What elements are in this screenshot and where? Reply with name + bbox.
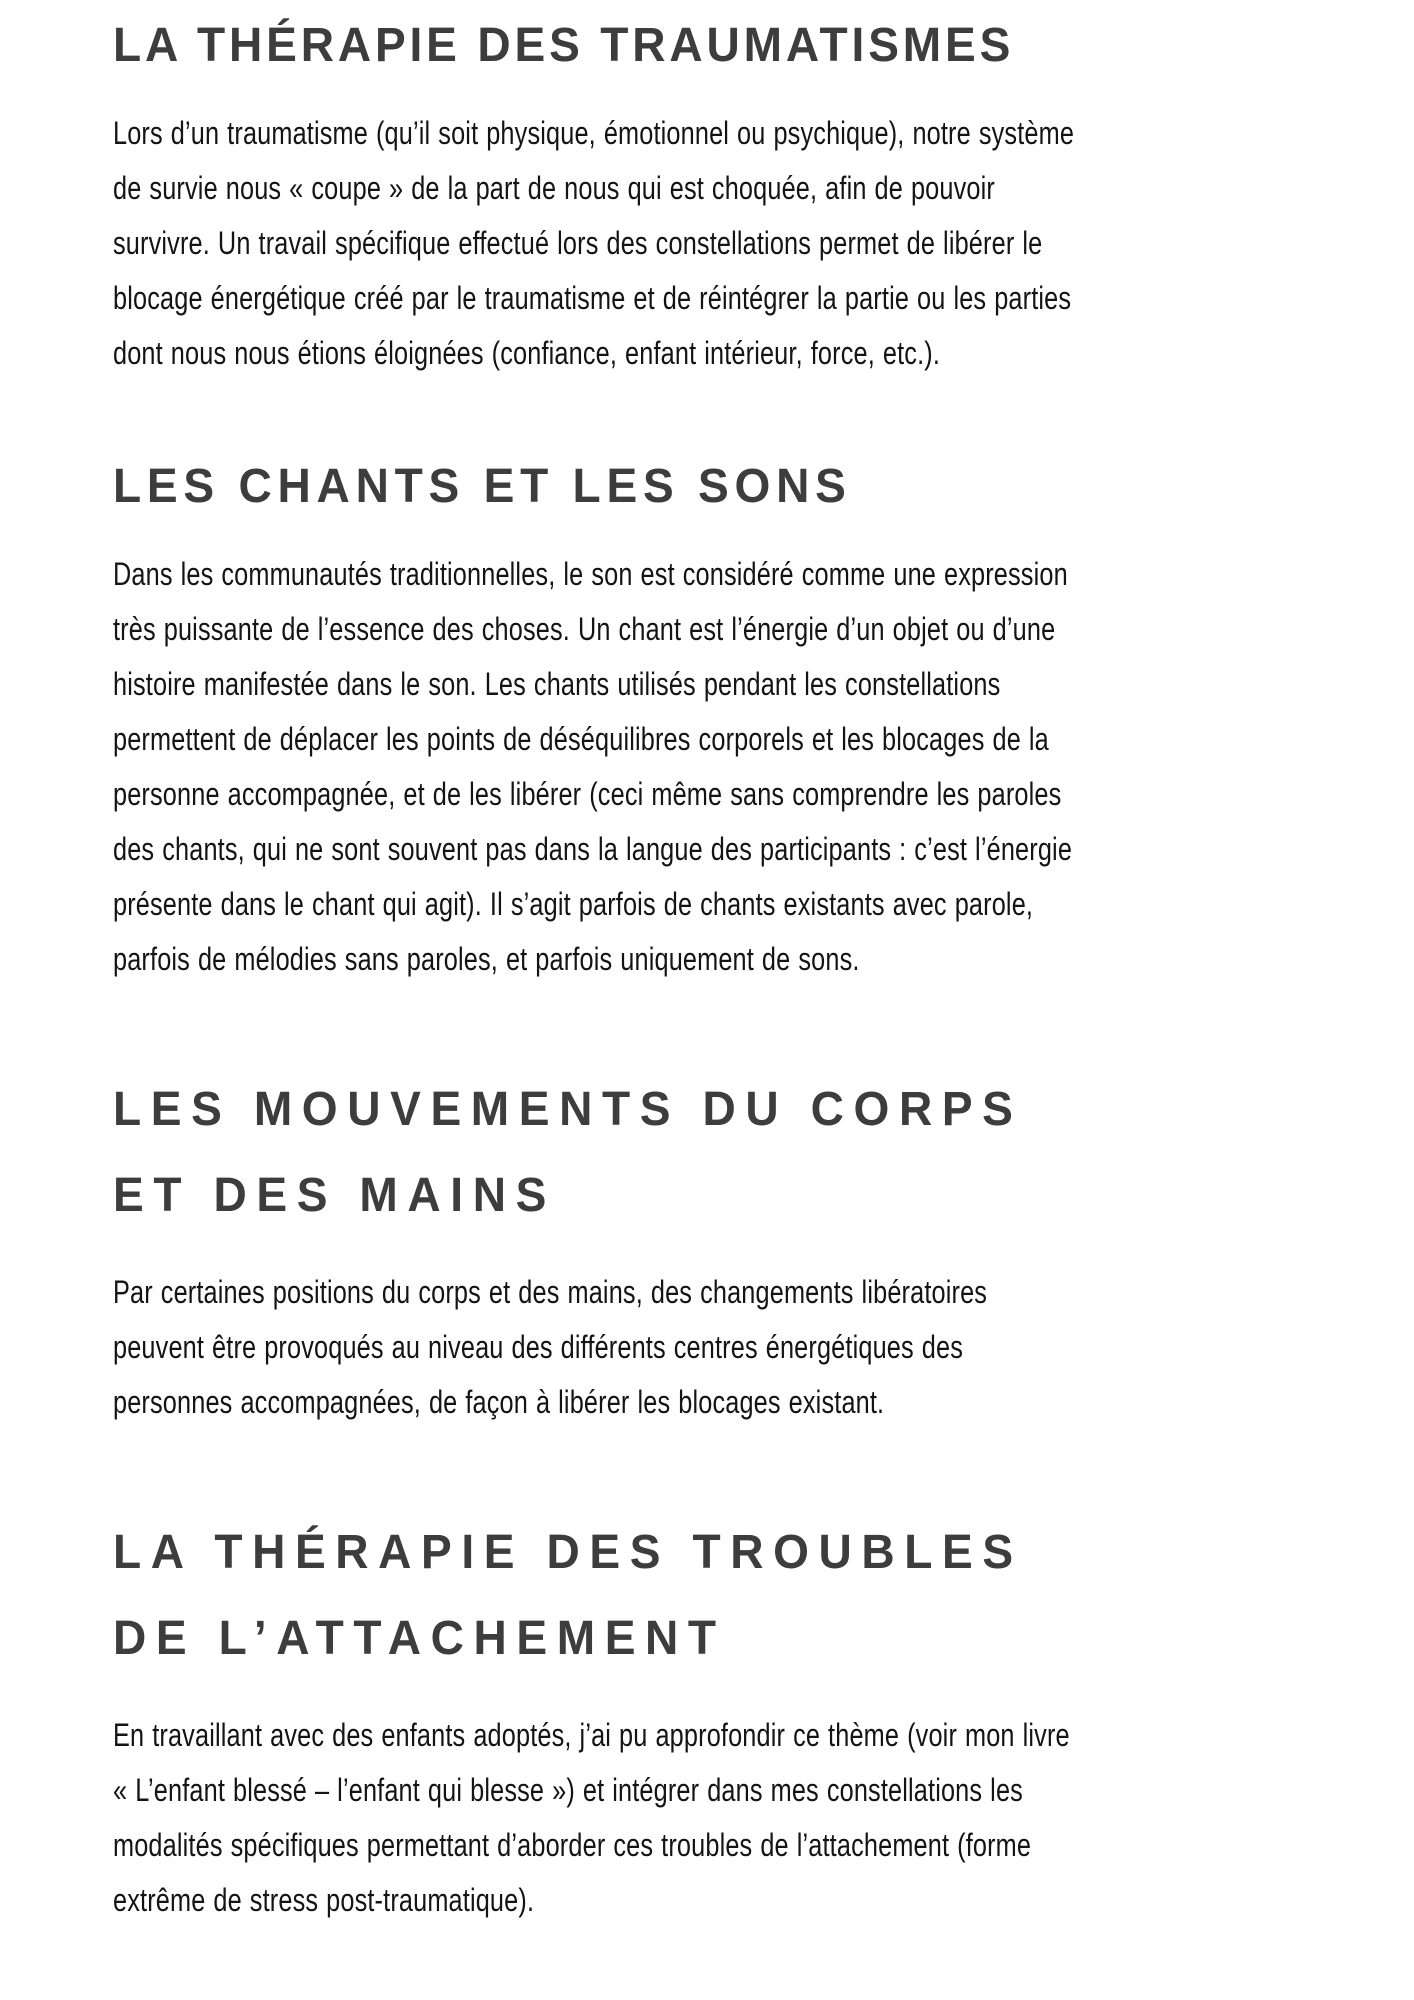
section-heading-chants-et-sons: LES CHANTS ET LES SONS <box>113 460 852 513</box>
section-paragraph-mouvements-corps-mains: Par certaines positions du corps et des mains, des changements libératoires peuvent être provoqués au niveau des différents centres énergétiques des personnes accompagnées, de façon à libérer les blocages existant. <box>113 1274 988 1420</box>
section-paragraph-therapie-traumatismes: Lors d’un traumatisme (qu’il soit physique, émotionnel ou psychique), notre système de survie nous « coupe » de la part de nous qui est choquée, afin de pouvoir survivre. Un travail spécifique effectué lors des constellations permet de libérer le blocage énergétique créé par le traumatisme et de réintégrer la partie ou les parties dont nous nous étions éloignées (confiance, enfant intérieur, force, etc.). <box>113 115 1075 371</box>
section-therapie-traumatismes <box>113 20 1354 381</box>
section-troubles-attachement <box>113 1510 1354 1928</box>
section-heading-therapie-traumatismes: LA THÉRAPIE DES TRAUMATISMES <box>113 19 1015 72</box>
section-heading-troubles-attachement: LA THÉRAPIE DES TROUBLES DE L’ATTACHEMENT <box>113 1526 1023 1665</box>
section-chants-et-sons <box>113 461 1354 987</box>
section-mouvements-corps-mains <box>113 1067 1354 1430</box>
section-paragraph-chants-et-sons: Dans les communautés traditionnelles, le son est considéré comme une expression très puissante de l’essence des choses. Un chant est l’énergie d’un objet ou d’une histoire manifestée dans le son. Les chants utilisés pendant les constellations permettent de déplacer les points de déséquilibres corporels et les blocages de la personne accompagnée, et de les libérer (ceci même sans comprendre les paroles des chants, qui ne sont souvent pas dans la langue des participants : c’est l’énergie présente dans le chant qui agit). Il s’agit parfois de chants existants avec parole, parfois de mélodies sans paroles, et parfois uniquement de sons. <box>113 556 1073 977</box>
section-heading-mouvements-corps-mains: LES MOUVEMENTS DU CORPS ET DES MAINS <box>113 1083 1023 1222</box>
section-paragraph-troubles-attachement: En travaillant avec des enfants adoptés, j’ai pu approfondir ce thème (voir mon livre « L’enfant blessé – l’enfant qui blesse ») et intégrer dans mes constellations les modalités spécifiques permettant d’aborder ces troubles de l’attachement (forme extrême de stress post-traumatique). <box>113 1717 1070 1918</box>
